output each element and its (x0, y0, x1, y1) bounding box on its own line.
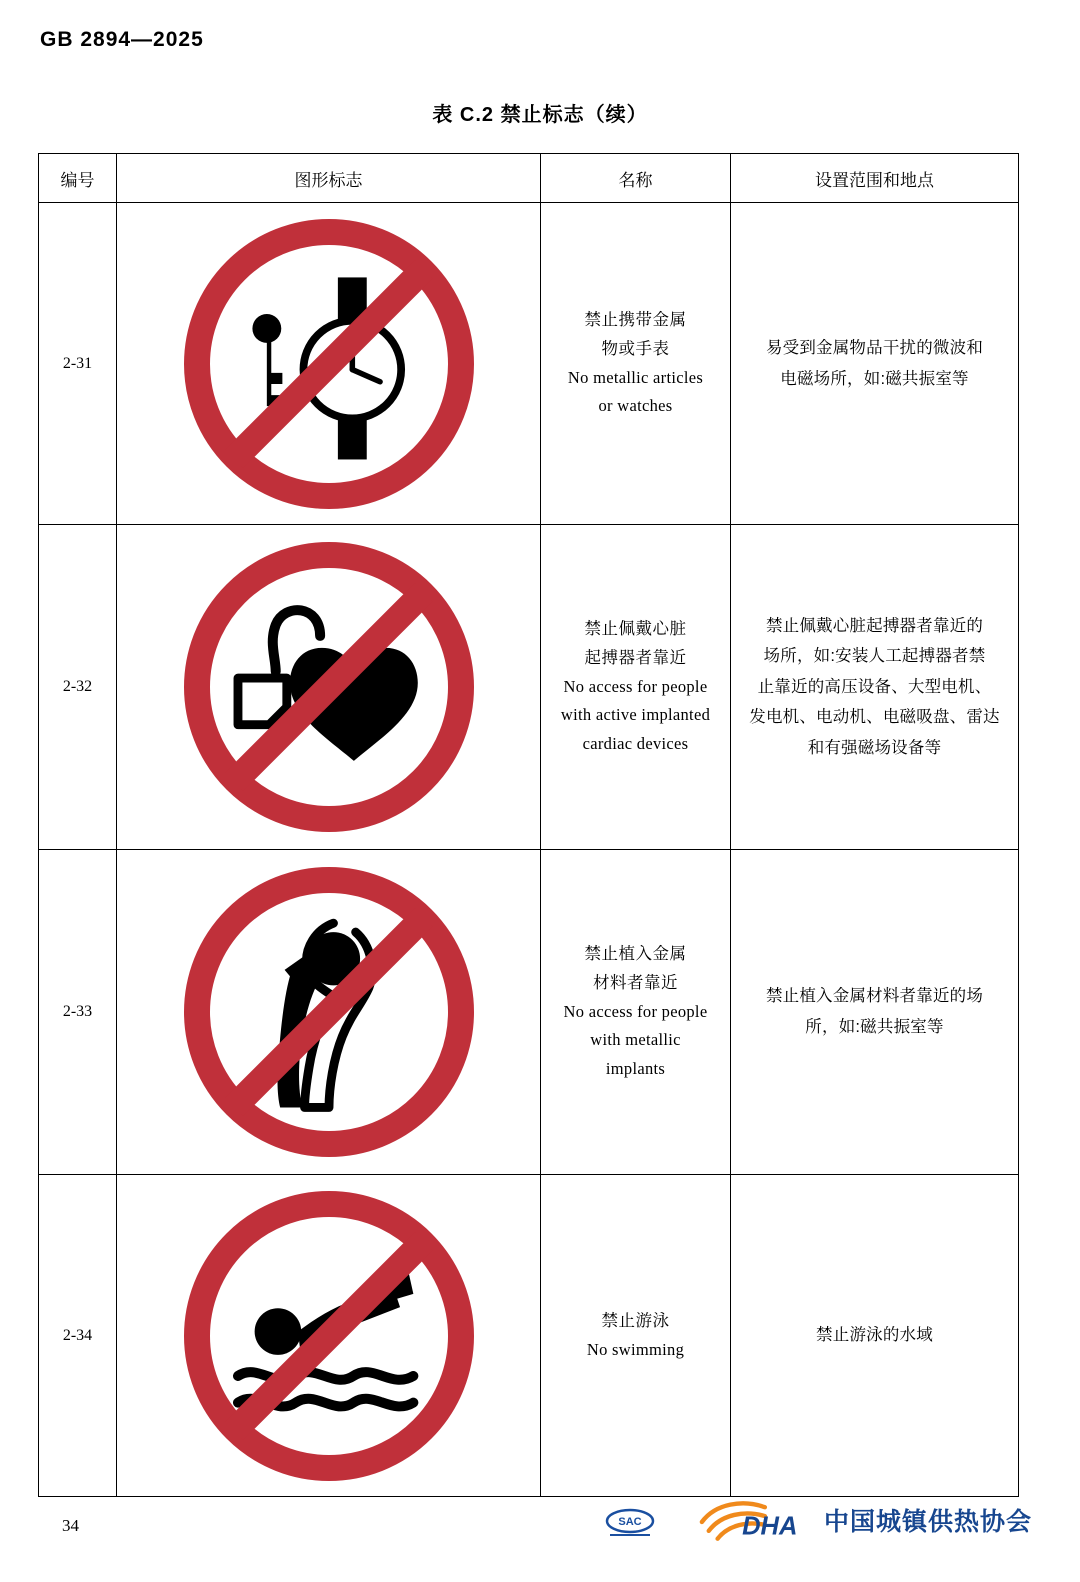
footer-brand (696, 1494, 1032, 1546)
table-row (39, 850, 1019, 1175)
column-header-sign: 图形标志 (117, 154, 541, 203)
location-line: 和有强磁场设备等 (807, 738, 942, 757)
row-number: 2-33 (39, 850, 117, 1175)
location-line: 所，如:磁共振室等 (805, 1018, 944, 1036)
svg-text:SAC: SAC (618, 1516, 642, 1528)
sign-name-cn-line: 物或手表 (601, 339, 670, 358)
location-line: 易受到金属物品干扰的微波和 (765, 338, 984, 357)
location-line: 场所，如:安装人工起搏器者禁 (763, 647, 986, 666)
sign-name-cn-line: 禁止携带金属 (584, 310, 687, 329)
sign-name-cell (541, 203, 731, 525)
sign-name-en-line: or watches (598, 396, 673, 416)
location-line: 发电机、电动机、电磁吸盘、雷达 (749, 708, 1000, 727)
sign-name-cell (541, 850, 731, 1175)
row-number: 2-34 (39, 1175, 117, 1497)
table-caption: 表 C.2 禁止标志（续） (432, 104, 648, 126)
sign-name-en-line: cardiac devices (582, 734, 689, 754)
sign-name-cn-line: 禁止佩戴心脏 (584, 619, 687, 638)
sign-name-en-line: implants (605, 1059, 666, 1079)
no-access-metallic-implants-icon (184, 867, 474, 1157)
prohibition-signs-table (38, 153, 1019, 1497)
sac-logo-icon (600, 1506, 660, 1540)
sign-name-cn-line: 材料者靠近 (593, 973, 678, 992)
sign-name-cell (541, 1175, 731, 1497)
sign-name-en-line: with active implanted (560, 705, 711, 725)
row-number: 2-31 (39, 203, 117, 525)
table-row (39, 203, 1019, 525)
sign-location-cell (731, 1175, 1019, 1497)
column-header-name: 名称 (541, 154, 731, 203)
location-line: 止靠近的高压设备、大型电机、 (757, 677, 992, 696)
sign-name-en-line: with metallic (590, 1030, 681, 1050)
row-number: 2-32 (39, 525, 117, 850)
sign-cell (117, 525, 541, 850)
page-number: 34 (62, 1516, 79, 1535)
sign-name-en-line: No access for people (563, 1001, 708, 1021)
sign-location-cell (731, 850, 1019, 1175)
cdha-logo-icon (696, 1494, 814, 1546)
column-header-location: 设置范围和地点 (731, 154, 1019, 203)
sign-name-cell (541, 525, 731, 850)
sign-location-cell (731, 525, 1019, 850)
sign-cell (117, 850, 541, 1175)
table-header-row (39, 154, 1019, 203)
table-row (39, 1175, 1019, 1497)
sign-cell (117, 1175, 541, 1497)
column-header-no: 编号 (39, 154, 117, 203)
sign-name-cn-line: 禁止游泳 (601, 1311, 670, 1330)
location-line: 禁止植入金属材料者靠近的场 (765, 987, 984, 1006)
brand-name: 中国城镇供热协会 (823, 1508, 1032, 1536)
table-row (39, 525, 1019, 850)
svg-text:DHA: DHA (742, 1512, 798, 1541)
standard-code: GB 2894—2025 (40, 28, 204, 51)
no-swimming-icon (184, 1191, 474, 1481)
sign-name-en-line: No swimming (586, 1339, 685, 1359)
no-metallic-articles-or-watches-icon (184, 219, 474, 509)
location-line: 电磁场所，如:磁共振室等 (780, 369, 969, 388)
location-line: 禁止佩戴心脏起搏器者靠近的 (765, 616, 984, 635)
sign-name-cn-line: 起搏器者靠近 (584, 648, 687, 667)
location-line: 禁止游泳的水域 (816, 1326, 933, 1345)
sign-name-cn-line: 禁止植入金属 (584, 944, 687, 963)
sign-name-en-line: No access for people (563, 676, 708, 696)
sign-name-en-line: No metallic articles (567, 367, 704, 387)
sign-cell (117, 203, 541, 525)
no-access-cardiac-pacemaker-icon (184, 542, 474, 832)
sign-location-cell (731, 203, 1019, 525)
